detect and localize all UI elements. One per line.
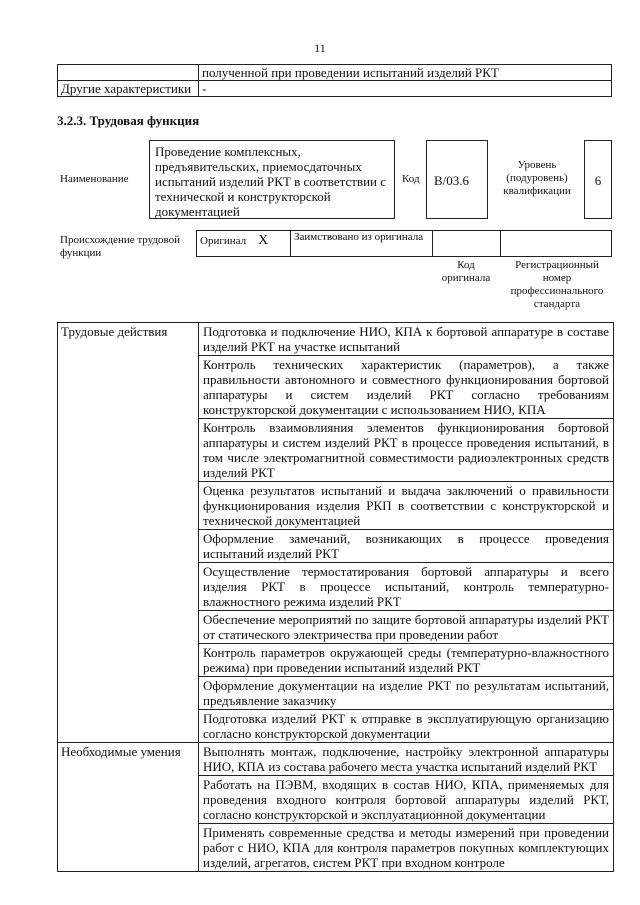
origin-code-caption: Код оригинала	[441, 259, 491, 284]
code-label: Код	[402, 173, 420, 185]
original-mark: X	[258, 233, 269, 248]
labor-action-item: Подготовка изделий РКТ к отправке в эксплуатирующую организацию согласно конструкторской документации	[199, 710, 614, 743]
origin-reg-cell	[501, 231, 612, 257]
labor-actions-label: Трудовые действия	[58, 323, 199, 743]
labor-action-item: Оформление документации на изделие РКТ по результатам испытаний, предъявление заказчику	[199, 677, 614, 710]
table-row	[197, 231, 612, 257]
labor-action-item: Подготовка и подключение НИО, КПА к бортовой аппаратуре в составе изделий РКТ на участке испытаний	[199, 323, 614, 356]
table-row	[58, 743, 614, 776]
section-title: 3.2.3. Трудовая функция	[57, 113, 200, 128]
labor-action-item: Обеспечение мероприятий по защите бортовой аппаратуры изделий РКТ от статического электричества при проведении работ	[199, 611, 614, 644]
labor-action-item: Оформление замечаний, возникающих в процессе проведения испытаний изделий РКТ	[199, 530, 614, 563]
qualification-level-box: 6	[584, 140, 612, 219]
table-row	[58, 81, 612, 97]
labor-action-item: Контроль взаимовлияния элементов функционирования бортовой аппаратуры и систем изделий РКТ в процессе проведения испытаний, в том числе электромагнитной совместимости радиоэлектронных средств изделий РКТ	[199, 419, 614, 482]
original-label: Оригинал	[200, 235, 247, 247]
origin-table	[196, 230, 612, 257]
other-characteristics-value: -	[199, 81, 612, 97]
skill-item: Выполнять монтаж, подключение, настройку электронной аппаратуры НИО, КПА из состава рабочего места участка испытаний изделий РКТ	[199, 743, 614, 776]
page-number: 11	[314, 41, 326, 55]
skill-item: Работать на ПЭВМ, входящих в состав НИО, КПА, применяемых для проведения входного контроля бортовой аппаратуры изделий РКТ, согласно конструкторской и эксплуатационной документации	[199, 776, 614, 824]
empty-cell	[58, 65, 199, 81]
function-details-table	[57, 322, 614, 872]
labor-action-item: Контроль технических характеристик (параметров), а также правильности автономного и совместного функционирования бортовой аппаратуры и систем изделий РКТ согласно требованиям конструкторской документации с использованием НИО, КПА	[199, 356, 614, 419]
required-skills-label: Необходимые умения	[58, 743, 199, 872]
original-cell	[197, 231, 291, 257]
code-value-box: B/03.6	[426, 140, 488, 219]
qualification-level-label: Уровень (подуровень) квалификации	[503, 159, 571, 197]
characteristics-table	[57, 64, 612, 97]
labor-action-item: Оценка результатов испытаний и выдача заключений о правильности функционирования изделия РКП в соответствии с конструкторской и технической документацией	[199, 482, 614, 530]
characteristics-continued-text: полученной при проведении испытаний изделий РКТ	[199, 65, 612, 81]
borrowed-label: Заимствовано из оригинала	[291, 231, 433, 257]
skill-item: Применять современные средства и методы измерений при проведении работ с НИО, КПА для контроля параметров покупных комплектующих изделий, агрегатов, систем РКТ при входном контроле	[199, 824, 614, 872]
reg-number-caption: Регистрационный номер профессионального стандарта	[510, 259, 604, 310]
origin-label: Происхождение трудовой функции	[60, 234, 181, 259]
origin-code-cell	[433, 231, 501, 257]
other-characteristics-label: Другие характеристики	[58, 81, 199, 97]
labor-action-item: Осуществление термостатирования бортовой аппаратуры и всего изделия РКТ в процессе испытаний, контроль температурно-влажностного режима изделий РКТ	[199, 563, 614, 611]
table-row	[58, 323, 614, 356]
table-row	[58, 65, 612, 81]
labor-action-item: Контроль параметров окружающей среды (температурно-влажностного режима) при проведении испытаний изделий РКТ	[199, 644, 614, 677]
function-name-box: Проведение комплексных, предъявительских, приемосдаточных испытаний изделий РКТ в соответствии с технической и конструкторской документацией	[149, 140, 395, 219]
name-label: Наименование	[60, 173, 129, 185]
